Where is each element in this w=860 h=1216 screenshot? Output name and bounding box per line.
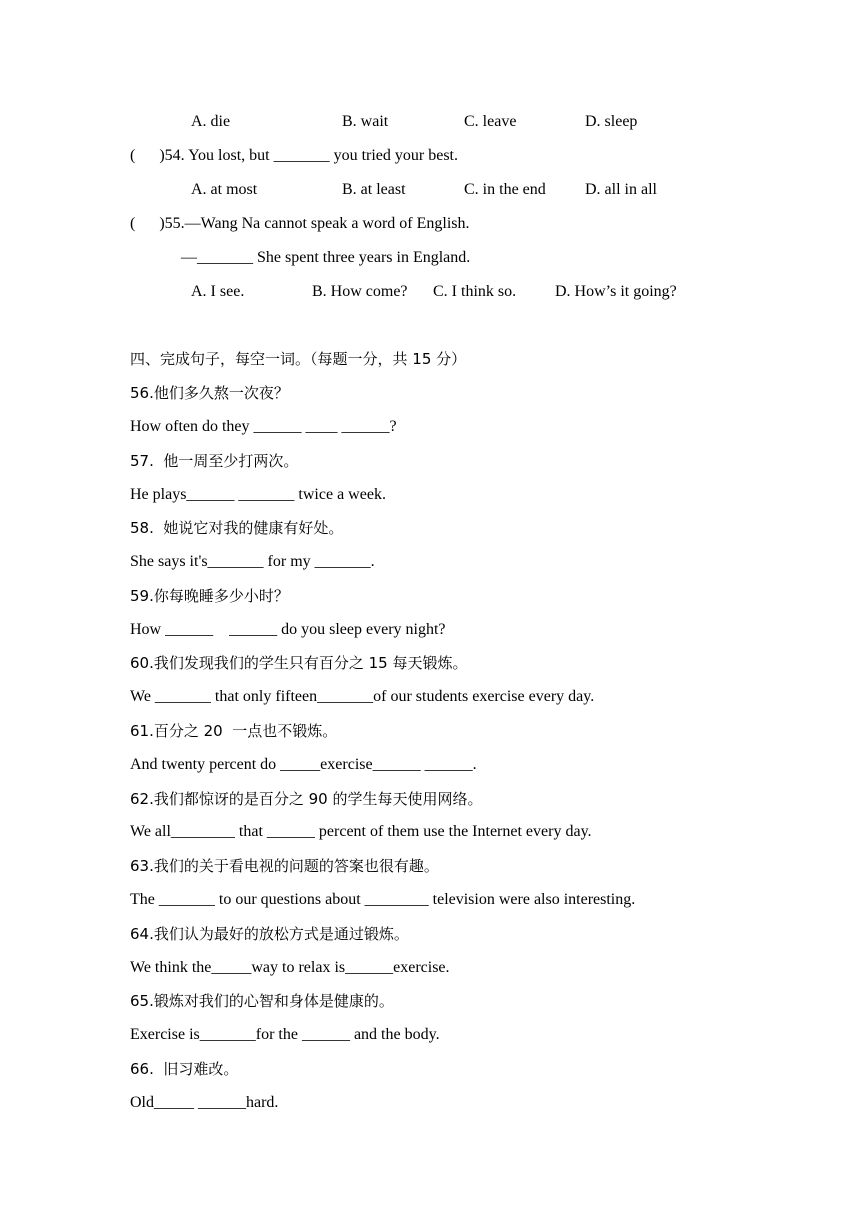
item-63-english: The _______ to our questions about ________ television were also interesting.	[130, 891, 636, 908]
item-63-chinese: 63.我们的关于看电视的问题的答案也很有趣。	[130, 857, 439, 875]
item-61-chinese: 61.百分之 20 一点也不锻炼。	[130, 722, 338, 740]
q54-stem: ( )54. You lost, but _______ you tried your best.	[130, 147, 458, 164]
item-65-chinese: 65.锻炼对我们的心智和身体是健康的。	[130, 992, 394, 1010]
item-65-english: Exercise is_______for the ______ and the body.	[130, 1026, 440, 1043]
item-60-english: We _______ that only fifteen_______of our students exercise every day.	[130, 688, 595, 705]
q53-option-b: B. wait	[342, 113, 389, 130]
item-66-chinese: 66. 旧习难改。	[130, 1060, 239, 1078]
q55-stem: ( )55.—Wang Na cannot speak a word of English.	[130, 215, 470, 232]
item-64-chinese: 64.我们认为最好的放松方式是通过锻炼。	[130, 925, 409, 943]
q55-option-d: D. How’s it going?	[555, 283, 677, 300]
q55-option-c: C. I think so.	[433, 283, 517, 300]
item-61-english: And twenty percent do _____exercise______ ______.	[130, 756, 477, 773]
q55-options	[0, 282, 860, 302]
item-60-chinese: 60.我们发现我们的学生只有百分之 15 每天锻炼。	[130, 654, 468, 672]
q53-option-a: A. die	[191, 113, 231, 130]
item-56-english: How often do they ______ ____ ______?	[130, 418, 397, 435]
item-59-english: How ______ ______ do you sleep every night?	[130, 621, 446, 638]
item-56-chinese: 56.他们多久熬一次夜？	[130, 384, 289, 402]
item-58-english: She says it's_______ for my _______.	[130, 553, 375, 570]
q55-reply: —_______ She spent three years in England.	[181, 249, 471, 266]
q54-option-a: A. at most	[191, 181, 258, 198]
q55-option-b: B. How come?	[312, 283, 408, 300]
q53-options	[0, 112, 860, 132]
item-57-english: He plays______ _______ twice a week.	[130, 486, 386, 503]
q53-option-c: C. leave	[464, 113, 517, 130]
q53-option-d: D. sleep	[585, 113, 638, 130]
item-57-chinese: 57. 他一周至少打两次。	[130, 452, 299, 470]
item-66-english: Old_____ ______hard.	[130, 1094, 279, 1111]
q54-option-c: C. in the end	[464, 181, 546, 198]
item-62-chinese: 62.我们都惊讶的是百分之 90 的学生每天使用网络。	[130, 790, 483, 808]
item-58-chinese: 58. 她说它对我的健康有好处。	[130, 519, 344, 537]
item-59-chinese: 59.你每晚睡多少小时？	[130, 587, 289, 605]
item-62-english: We all________ that ______ percent of them use the Internet every day.	[130, 823, 592, 840]
q54-option-d: D. all in all	[585, 181, 657, 198]
item-64-english: We think the_____way to relax is______exercise.	[130, 959, 450, 976]
q54-options	[0, 180, 860, 200]
q54-option-b: B. at least	[342, 181, 406, 198]
q55-option-a: A. I see.	[191, 283, 245, 300]
section-heading: 四、完成句子，每空一词。（每题一分，共 15 分）	[130, 350, 467, 368]
